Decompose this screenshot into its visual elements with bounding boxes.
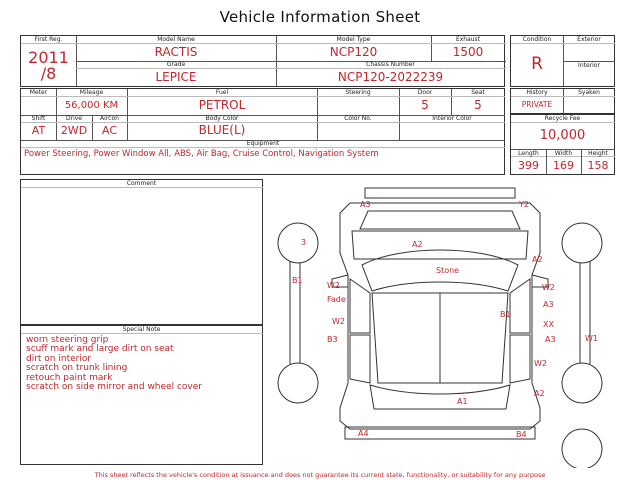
page-title: Vehicle Information Sheet: [219, 8, 421, 26]
damage-mark: B1: [500, 310, 511, 319]
special-note-label: Special Note: [122, 326, 161, 333]
info-table-mid: [20, 88, 505, 175]
door-label: Door: [417, 89, 433, 96]
damage-mark: A2: [534, 389, 545, 398]
length-value: 399: [518, 159, 539, 172]
drive-value: 2WD: [60, 124, 88, 137]
spare-wheel: [562, 429, 602, 468]
equipment-value: Power Steering, Power Window All, ABS, Air Bag, Cruise Control, Navigation System: [24, 149, 379, 159]
drive-label: Drive: [66, 115, 82, 122]
info-table-top: [20, 35, 505, 87]
damage-mark: B1: [292, 276, 303, 285]
door-value: 5: [421, 98, 429, 112]
meter-label: Meter: [29, 89, 48, 96]
damage-mark: A3: [545, 335, 556, 344]
first-reg-year: 2011: [28, 48, 69, 67]
steering-label: Steering: [345, 89, 371, 96]
damage-mark: XX: [543, 320, 554, 329]
damage-mark: B4: [516, 430, 527, 439]
recycle-fee-value: 10,000: [539, 128, 586, 143]
recycle-table: [510, 114, 615, 175]
model-type-value: NCP120: [329, 45, 378, 59]
note-item: worn steering grip: [26, 335, 109, 345]
width-label: Width: [554, 150, 573, 157]
fuel-value: PETROL: [198, 98, 246, 112]
special-notes-list: [26, 336, 202, 392]
special-note-box: [20, 325, 263, 465]
damage-mark: A3: [543, 300, 554, 309]
model-type-cell: [276, 36, 431, 61]
grade-cell: [76, 61, 276, 87]
body-color-label: Body Color: [205, 115, 239, 122]
note-item: retouch paint mark: [26, 372, 113, 383]
comment-box: [20, 179, 263, 325]
first-reg-label: First Reg.: [34, 36, 63, 43]
width-value: 169: [553, 159, 574, 172]
history-table: [510, 88, 615, 114]
height-value: 158: [587, 159, 609, 172]
body-color-value: BLUE(L): [198, 123, 246, 137]
fuel-label: Fuel: [215, 89, 229, 96]
note-item: scuff mark and large dirt on seat: [26, 344, 174, 355]
note-item: scratch on side mirror and wheel cover: [26, 382, 202, 393]
damage-mark: W2: [542, 283, 555, 292]
model-name-value: RACTIS: [154, 45, 198, 59]
car-diagram: [270, 183, 610, 468]
damage-mark: Y2: [519, 200, 529, 209]
damage-mark: 3: [301, 238, 307, 247]
disclaimer-footer: This sheet reflects the vehicle's condition at issuance and does not guarantee its current state, functionality, or suitability for any purpose: [94, 471, 546, 479]
grade-value: LEPICE: [155, 70, 197, 84]
syaken-label: Syaken: [578, 89, 600, 96]
damage-mark: B3: [327, 335, 338, 344]
chassis-number-label: Chassis Number: [366, 61, 415, 68]
damage-mark: W2: [534, 359, 547, 368]
first-reg-month: /8: [40, 64, 57, 83]
shift-value: AT: [31, 124, 46, 137]
wheel-rear-left: [278, 223, 318, 263]
aircon-value: AC: [101, 124, 117, 137]
condition-value: R: [531, 54, 543, 74]
grade-label: Grade: [166, 61, 186, 68]
shift-label: Shift: [31, 115, 46, 122]
damage-mark: W2: [327, 281, 340, 290]
model-name-cell: [76, 36, 276, 61]
equipment-label: Equipment: [246, 140, 280, 147]
damage-mark: A1: [457, 397, 468, 406]
first-reg-cell: [21, 36, 76, 87]
wheel-front-right: [562, 363, 602, 403]
damage-mark: W2: [332, 317, 345, 326]
history-label: History: [526, 89, 548, 96]
interior-label: Interior: [578, 62, 600, 69]
damage-mark: A2: [532, 255, 543, 264]
history-value: PRIVATE: [521, 100, 553, 109]
damage-mark: A4: [358, 429, 369, 438]
rear-bumper: [365, 188, 515, 198]
model-type-label: Model Type: [336, 36, 371, 43]
hood-panel: [370, 385, 510, 409]
note-item: scratch on trunk lining: [26, 363, 128, 374]
condition-label: Condition: [522, 36, 552, 43]
damage-mark: A2: [412, 240, 423, 249]
mileage-value: 56,000 KM: [64, 100, 119, 111]
comment-label: Comment: [126, 180, 157, 187]
damage-mark: Stone: [436, 266, 460, 275]
model-name-label: Model Name: [157, 36, 195, 43]
exhaust-label: Exhaust: [455, 36, 481, 43]
damage-mark: W1: [585, 334, 598, 343]
wheel-front-left: [278, 363, 318, 403]
aircon-label: Aircon: [100, 115, 119, 122]
damage-mark: A3: [360, 200, 371, 209]
interior-color-label: Interior Color: [432, 115, 472, 122]
height-label: Height: [588, 150, 608, 157]
length-label: Length: [518, 150, 539, 157]
exterior-label: Exterior: [577, 36, 601, 43]
seat-value: 5: [474, 98, 482, 112]
wheel-rear-right: [562, 223, 602, 263]
exhaust-cell: [431, 36, 505, 61]
mileage-label: Mileage: [79, 89, 104, 96]
chassis-number-cell: [276, 61, 505, 87]
damage-mark: Fade: [327, 295, 346, 304]
seat-label: Seat: [471, 89, 485, 96]
chassis-number-value: NCP120-2022239: [337, 70, 444, 84]
exhaust-value: 1500: [452, 45, 484, 59]
recycle-fee-label: Recycle Fee: [544, 115, 581, 122]
color-no-label: Color No.: [344, 115, 372, 122]
condition-table: [510, 35, 615, 87]
note-item: dirt on interior: [26, 353, 92, 364]
